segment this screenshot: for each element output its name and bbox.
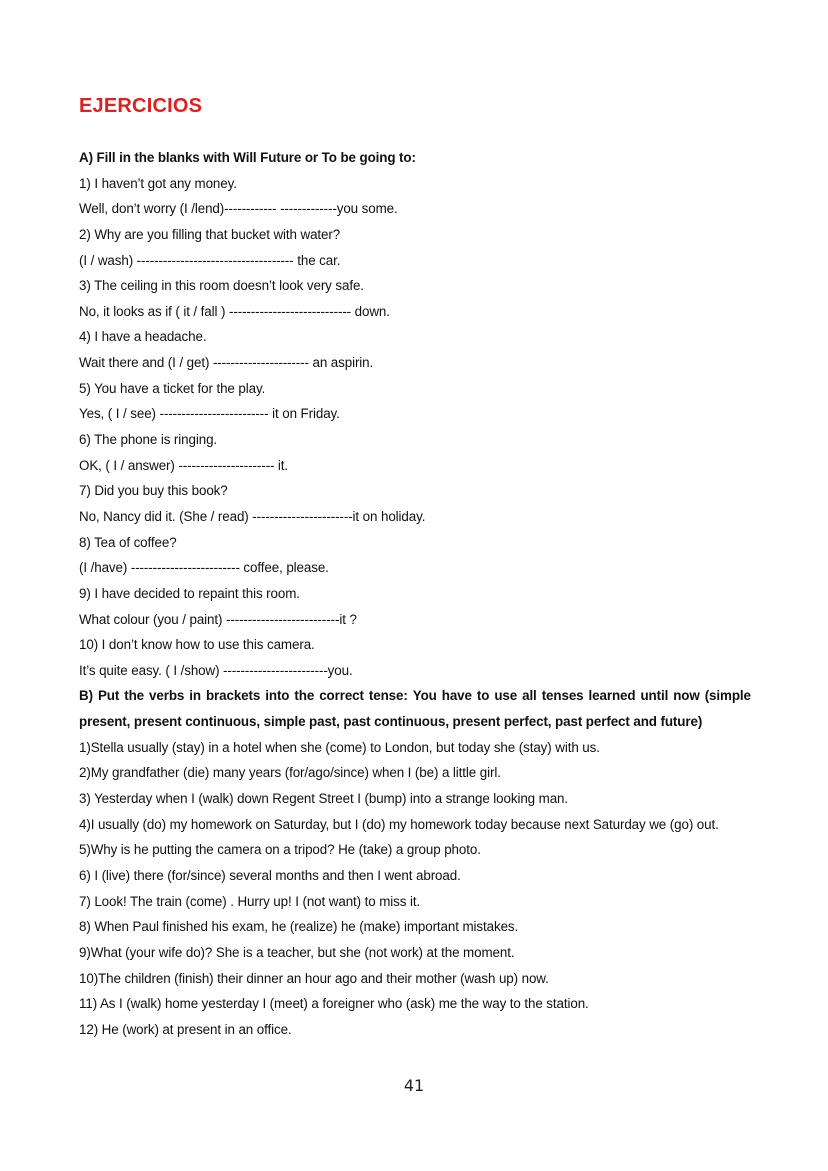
exercise-line: 7) Look! The train (come) . Hurry up! I (not want) to miss it. [79, 893, 421, 909]
exercise-line: (I /have) ------------------------- coffee, please. [79, 560, 329, 576]
exercise-line: 8) Tea of coffee? [79, 534, 177, 550]
exercise-line: 8) When Paul finished his exam, he (realize) he (make) important mistakes. [79, 919, 519, 935]
heading-word: in [189, 688, 201, 704]
heading-word: learned [588, 688, 636, 704]
exercise-line: 12) He (work) at present in an office. [79, 1021, 292, 1037]
page-number: 41 [403, 1076, 425, 1095]
exercise-line: No, Nancy did it. (She / read) -----------------------it on holiday. [79, 508, 426, 524]
section-a-list [79, 171, 751, 684]
exercise-line: 1)Stella usually (stay) in a hotel when she (come) to London, but today she (stay) with us. [79, 739, 600, 755]
exercise-line: 9)What (your wife do)? She is a teacher, but she (not work) at the moment. [79, 944, 515, 960]
section-b-heading-line-2: present, present continuous, simple past, past continuous, present perfect, past perfect and future) [79, 714, 703, 730]
exercise-line: 10) I don’t know how to use this camera. [79, 637, 315, 653]
heading-word: into [265, 688, 290, 704]
section-a-heading: A) Fill in the blanks with Will Future or To be going to: [79, 150, 416, 165]
exercise-line: OK, ( I / answer) ---------------------- it. [79, 457, 289, 473]
heading-word: brackets [205, 688, 261, 704]
exercise-line: 2) Why are you filling that bucket with water? [79, 226, 341, 242]
exercise-line: 1) I haven’t got any money. [79, 175, 237, 191]
heading-word: all [522, 688, 537, 704]
heading-word: use [494, 688, 518, 704]
exercise-line: 4)I usually (do) my homework on Saturday, but I (do) my homework today because next Saturday we (go) out. [79, 816, 719, 832]
exercise-line: 3) The ceiling in this room doesn’t look very safe. [79, 278, 364, 294]
section-b-heading-line-1 [79, 683, 751, 709]
heading-word: You [412, 688, 437, 704]
exercise-line: 5) You have a ticket for the play. [79, 380, 266, 396]
exercise-line: 6) The phone is ringing. [79, 432, 218, 448]
exercise-line: 3) Yesterday when I (walk) down Regent Street I (bump) into a strange looking man. [79, 791, 569, 807]
heading-word: B) [79, 688, 93, 704]
exercise-line: 5)Why is he putting the camera on a tripod? He (take) a group photo. [79, 842, 481, 858]
exercise-line: Well, don’t worry (I /lend)------------ -------------you some. [79, 201, 398, 217]
exercise-line: 4) I have a headache. [79, 329, 207, 345]
exercise-line: (I / wash) ------------------------------------ the car. [79, 252, 341, 268]
heading-word: the [124, 688, 145, 704]
exercise-line: 10)The children (finish) their dinner an hour ago and their mother (wash up) now. [79, 970, 549, 986]
page-title: EJERCICIOS [79, 95, 203, 117]
heading-word: now [673, 688, 700, 704]
exercise-line: 2)My grandfather (die) many years (for/ago/since) when I (be) a little girl. [79, 765, 501, 781]
heading-word: tenses [541, 688, 584, 704]
heading-word: verbs [149, 688, 185, 704]
heading-word: tense: [368, 688, 408, 704]
exercise-line: No, it looks as if ( it / fall ) ---------------------------- down. [79, 303, 390, 319]
heading-word: until [640, 688, 669, 704]
exercise-line: It’s quite easy. ( I /show) ------------------------you. [79, 662, 353, 678]
heading-word: the [294, 688, 315, 704]
exercise-line: Wait there and (I / get) ---------------------- an aspirin. [79, 355, 374, 371]
section-b-list [79, 735, 751, 1043]
exercise-line: 9) I have decided to repaint this room. [79, 585, 300, 601]
exercise-line: What colour (you / paint) --------------------------it ? [79, 611, 357, 627]
heading-word: have [441, 688, 472, 704]
heading-word: (simple [704, 688, 751, 704]
exercise-line: 11) As I (walk) home yesterday I (meet) a foreigner who (ask) me the way to the station. [79, 996, 589, 1012]
exercise-content [79, 145, 751, 1042]
heading-word: Put [97, 688, 120, 704]
exercise-line: 6) I (live) there (for/since) several months and then I went abroad. [79, 867, 461, 883]
exercise-line: Yes, ( I / see) ------------------------- it on Friday. [79, 406, 340, 422]
heading-word: correct [319, 688, 364, 704]
exercise-line: 7) Did you buy this book? [79, 483, 228, 499]
heading-word: to [476, 688, 490, 704]
